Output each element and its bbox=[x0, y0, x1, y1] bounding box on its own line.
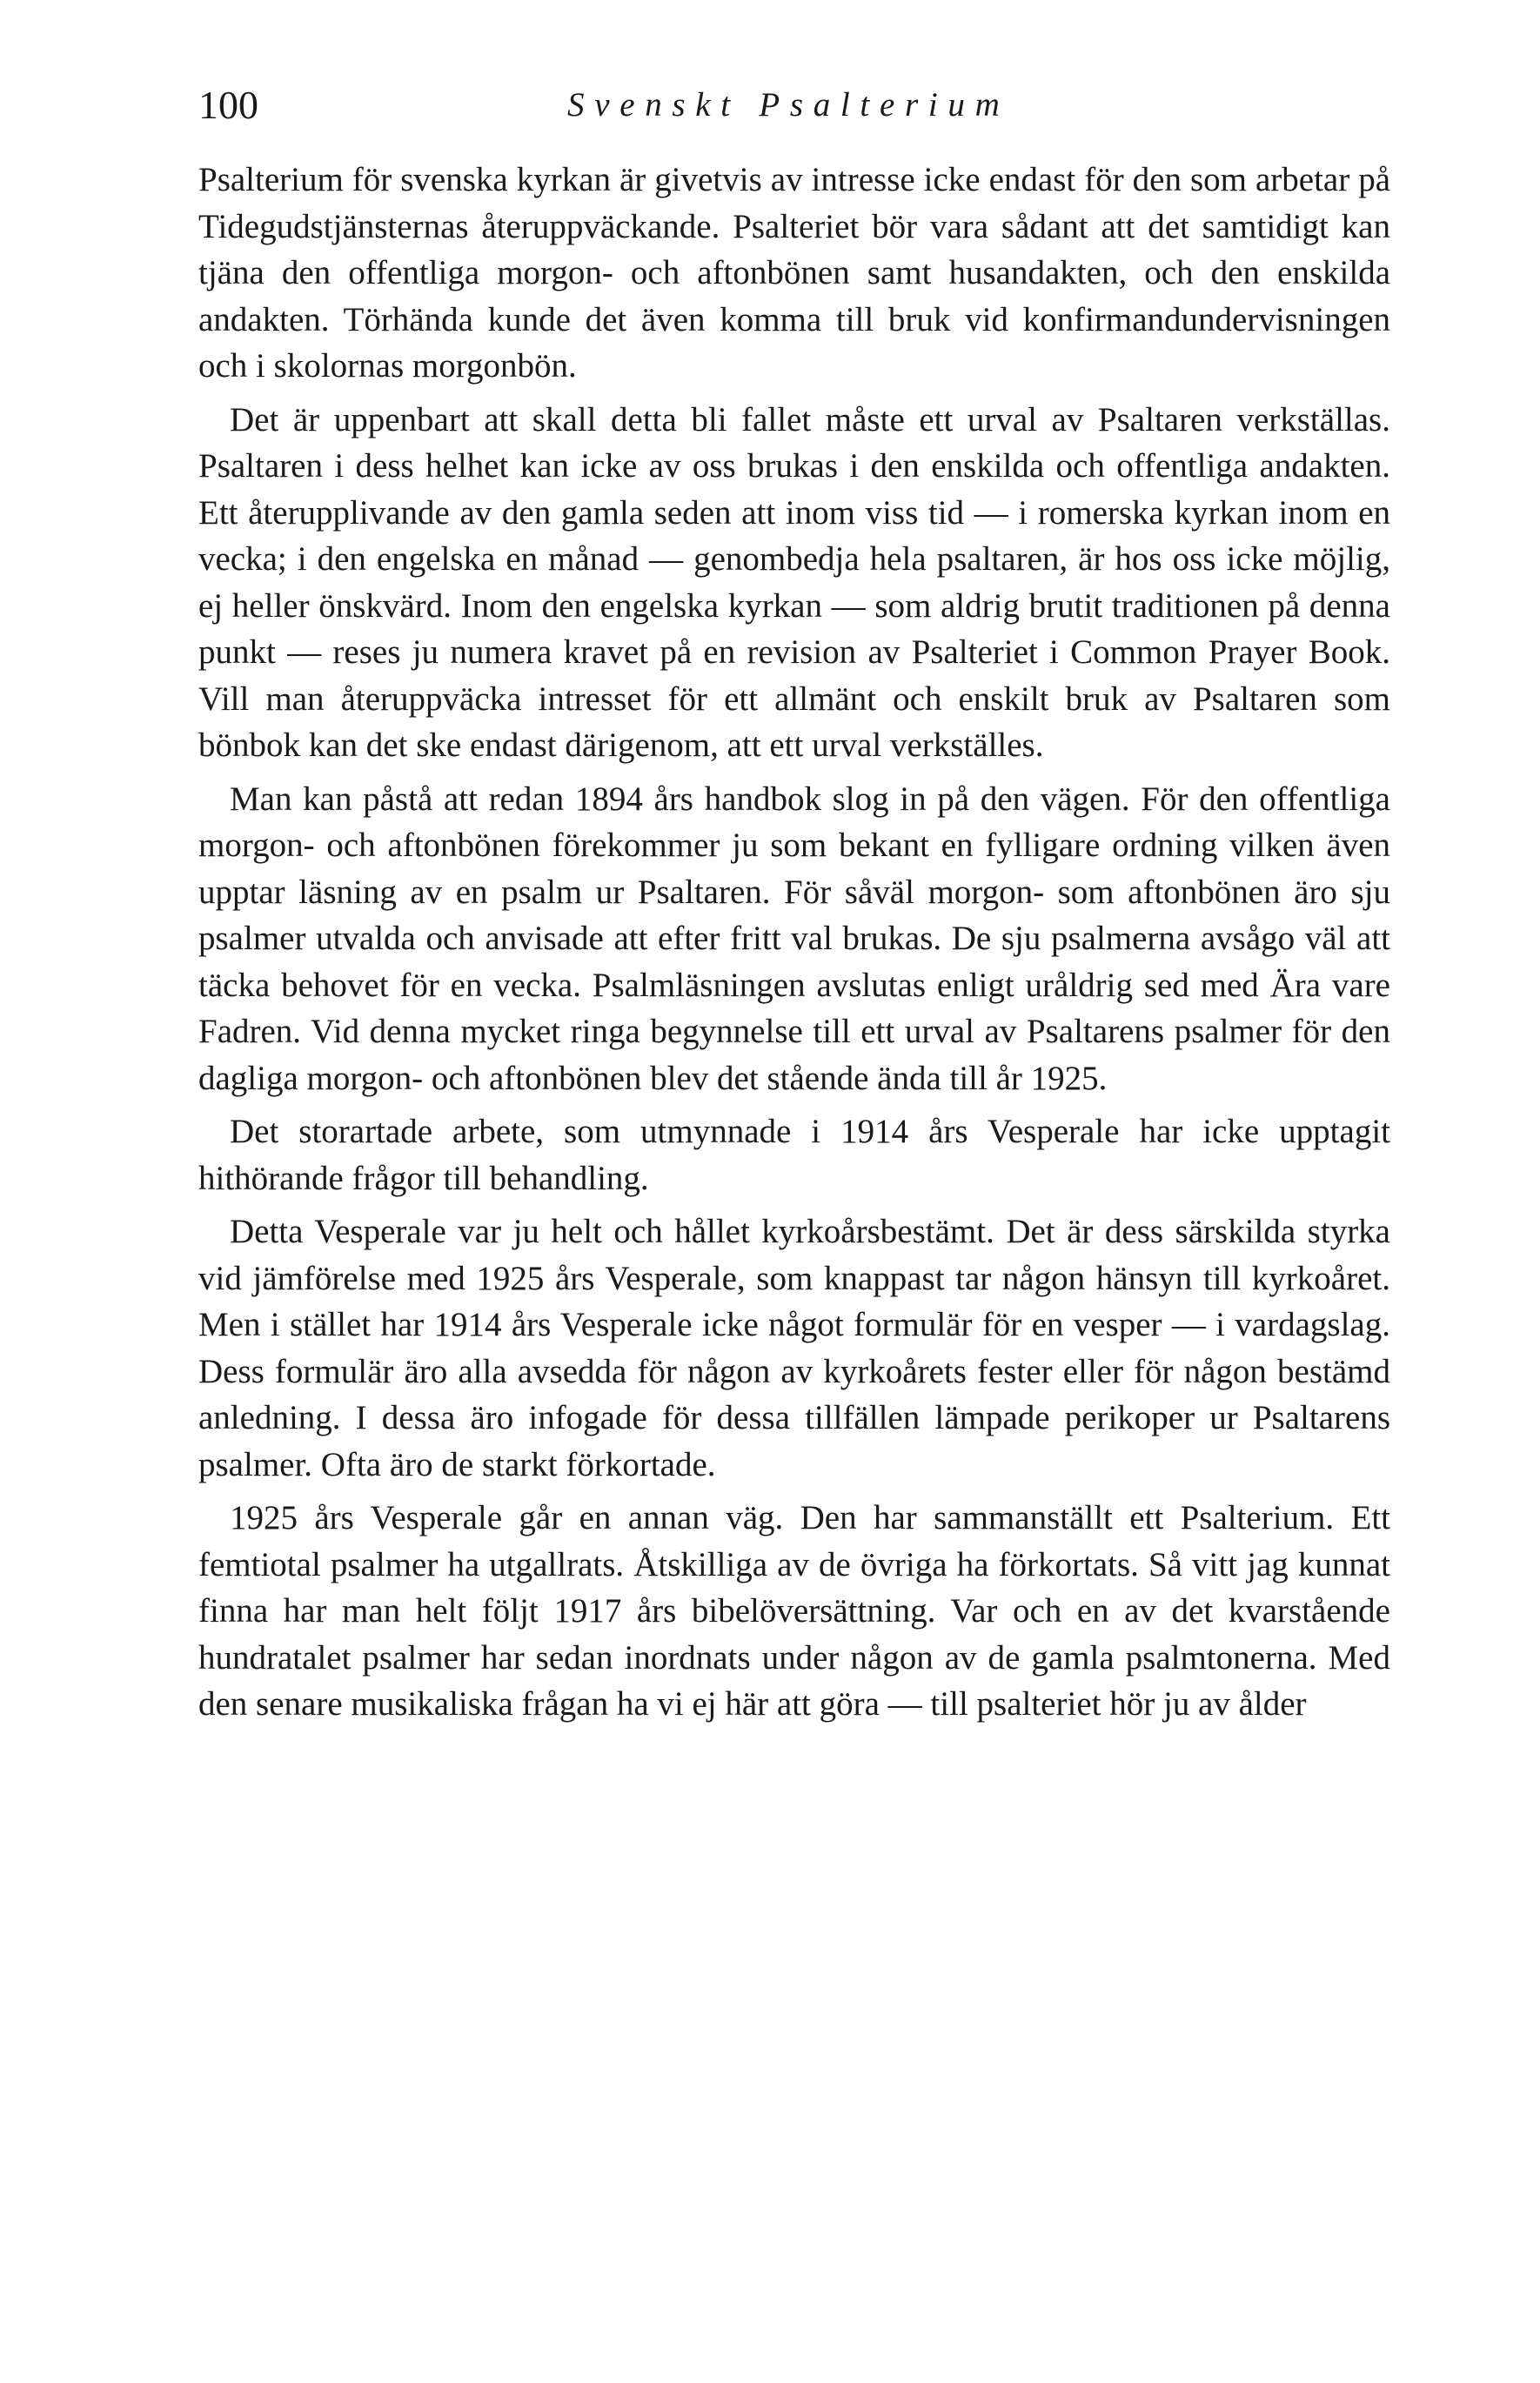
running-head: Svenskt Psalterium bbox=[567, 86, 1010, 124]
paragraph: Detta Vesperale var ju helt och hållet kyrkoårsbestämt. Det är dess särskilda styrka vid jämförelse med 1925 års Vesperale, som knappast tar någon hänsyn till kyrkoåret. Men i stället har 1914 års Vesperale icke något formulär för en vesper — i vardagslag. Dess formulär äro alla avsedda för någon av kyrkoårets fester eller för någon bestämd anledning. I dessa äro infogade för dessa tillfällen lämpade perikoper ur Psaltarens psalmer. Ofta äro de starkt förkortade. bbox=[198, 1213, 1390, 1483]
paragraph: Det storartade arbete, som utmynnade i 1914 års Vesperale har icke upptagit hithörande frågor till behandling. bbox=[198, 1113, 1390, 1197]
paragraph: Man kan påstå att redan 1894 års handbok slog in på den vägen. För den offentliga morgon- och aftonbönen förekommer ju som bekant en fylligare ordning vilken även upptar läsning av en psalm ur Psaltaren. För såväl morgon- som aftonbönen äro sju psalmer utvalda och anvisade att efter fritt val brukas. De sju psalmerna avsågo väl att täcka behovet för en vecka. Psalmläsningen avslutas enligt uråldrig sed med Ära vare Fadren. Vid denna mycket ringa begynnelse till ett urval av Psaltarens psalmer för den dagliga morgon- och aftonbönen blev det stående ända till år 1925. bbox=[198, 780, 1390, 1097]
page-header bbox=[198, 75, 1390, 136]
paragraph: Psalterium för svenska kyrkan är givetvis av intresse icke endast för den som arbetar på Tidegudstjänsternas återuppväckande. Psalteriet bör vara sådant att det samtidigt kan tjäna den offentliga morgon- och aftonbönen samt husandakten, och den enskilda andakten. Törhända kunde det även komma till bruk vid konfirmandundervisningen och i skolornas morgonbön. bbox=[198, 161, 1390, 385]
paragraph: Det är uppenbart att skall detta bli fallet måste ett urval av Psaltaren verkställas. Psaltaren i dess helhet kan icke av oss brukas i den enskilda och offentliga andakten. Ett återupplivande av den gamla seden att inom viss tid — i romerska kyrkan inom en vecka; i den engelska en månad — genombedja hela psaltaren, är hos oss icke möjlig, ej heller önskvärd. Inom den engelska kyrkan — som aldrig brutit traditionen på denna punkt — reses ju numera kravet på en revision av Psalteriet i Common Prayer Book. Vill man återuppväcka intresset för ett allmänt och enskilt bruk av Psaltaren som bönbok kan det ske endast därigenom, att ett urval verkställes. bbox=[198, 400, 1390, 764]
body-text bbox=[198, 157, 1390, 1735]
page-number: 100 bbox=[198, 83, 258, 127]
paragraph: 1925 års Vesperale går en annan väg. Den har sammanställt ett Psalterium. Ett femtiotal psalmer ha utgallrats. Åtskilliga av de övriga ha förkortats. Så vitt jag kunnat finna har man helt följt 1917 års bibelöversättning. Var och en av det kvarstående hundratalet psalmer har sedan inordnats under någon av de gamla psalmtonerna. Med den senare musikaliska frågan ha vi ej här att göra — till psalteriet hör ju av ålder bbox=[198, 1499, 1390, 1723]
